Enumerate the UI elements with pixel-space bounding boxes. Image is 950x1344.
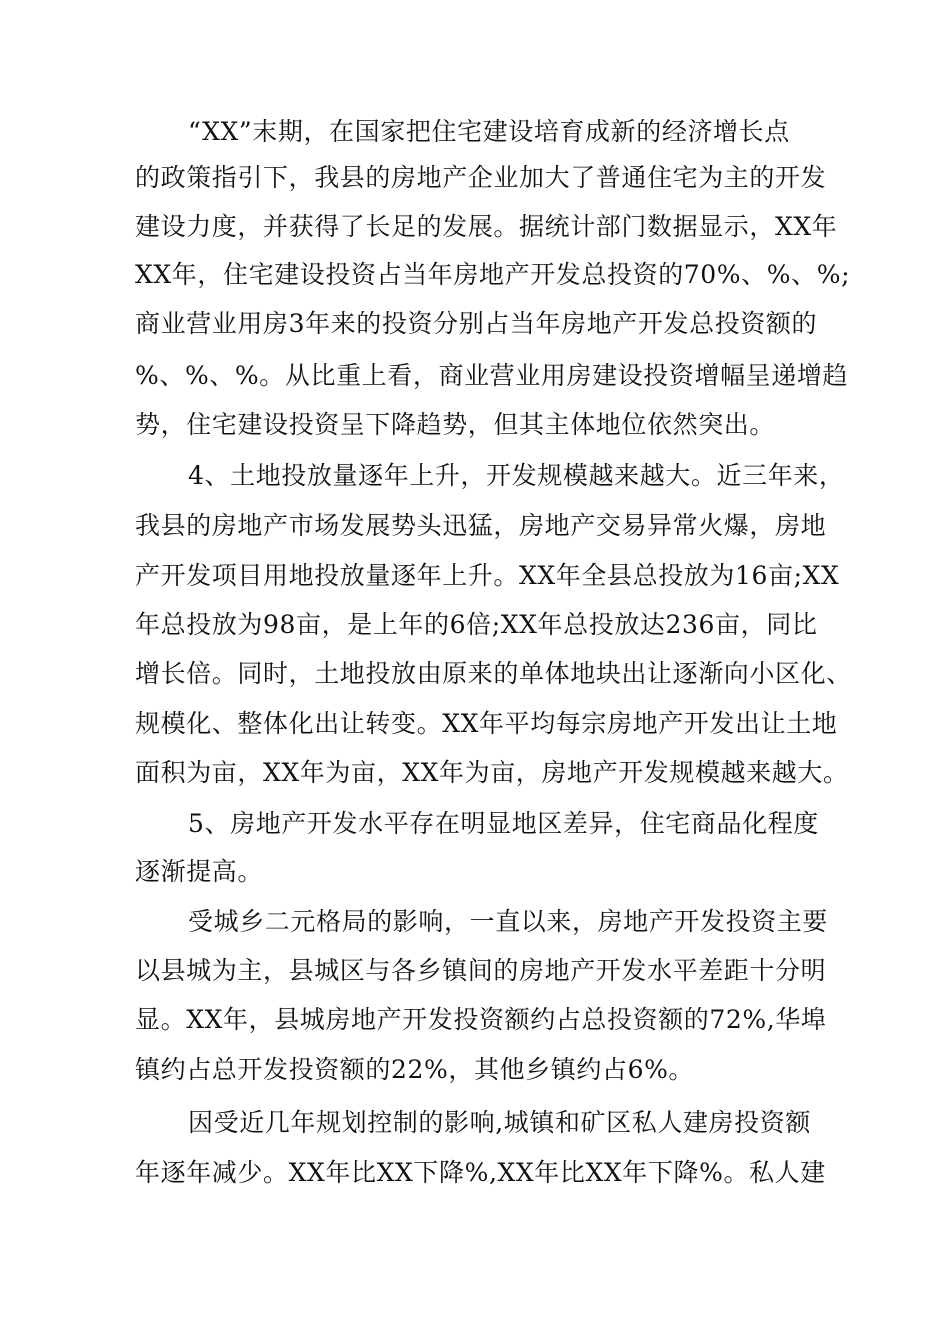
text-line: 增长倍。同时，土地投放由原来的单体地块出让逐渐向小区化、 — [135, 659, 852, 688]
text-line: 的政策指引下，我县的房地产企业加大了普通住宅为主的开发 — [135, 163, 827, 192]
text-line: 商业营业用房3年来的投资分别占当年房地产开发总投资额的 — [135, 309, 818, 338]
text-line: 年总投放为98亩，是上年的6倍;XX年总投放达236亩，同比 — [135, 610, 818, 639]
text-line: “XX”末期，在国家把住宅建设培育成新的经济增长点 — [188, 117, 790, 146]
text-line: 我县的房地产市场发展势头迅猛，房地产交易异常火爆，房地 — [135, 511, 827, 540]
text-line: XX年，住宅建设投资占当年房地产开发总投资的70%、%、%; — [135, 260, 851, 289]
text-line: 因受近几年规划控制的影响,城镇和矿区私人建房投资额 — [188, 1108, 811, 1137]
text-line: 面积为亩，XX年为亩，XX年为亩，房地产开发规模越来越大。 — [135, 758, 849, 787]
text-line: 势，住宅建设投资呈下降趋势，但其主体地位依然突出。 — [135, 410, 776, 439]
text-line: 年逐年减少。XX年比XX下降%,XX年比XX年下降%。私人建 — [135, 1158, 826, 1187]
text-line: %、%、%。从比重上看，商业营业用房建设投资增幅呈递增趋 — [135, 361, 849, 390]
text-line: 受城乡二元格局的影响，一直以来，房地产开发投资主要 — [188, 907, 829, 936]
text-line: 规模化、整体化出让转变。XX年平均每宗房地产开发出让土地 — [135, 709, 838, 738]
text-line: 4、土地投放量逐年上升，开发规模越来越大。近三年来， — [188, 461, 845, 490]
text-line: 逐渐提高。 — [135, 857, 264, 886]
text-line: 产开发项目用地投放量逐年上升。XX年全县总投放为16亩;XX — [135, 561, 840, 590]
text-line: 5、房地产开发水平存在明显地区差异，住宅商品化程度 — [188, 809, 819, 838]
text-line: 显。XX年，县城房地产开发投资额约占总投资额的72%,华埠 — [135, 1005, 827, 1034]
text-line: 建设力度，并获得了长足的发展。据统计部门数据显示，XX年 — [135, 212, 838, 241]
text-line: 镇约占总开发投资额的22%，其他乡镇约占6%。 — [135, 1055, 695, 1084]
text-line: 以县城为主，县城区与各乡镇间的房地产开发水平差距十分明 — [135, 956, 827, 985]
